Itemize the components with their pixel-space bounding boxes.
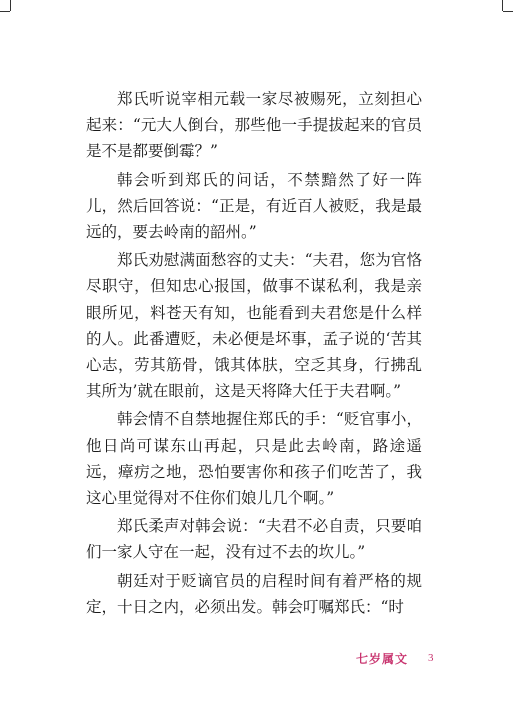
- running-footer-title: 七岁属文: [356, 652, 409, 666]
- crop-mark-top-right-h: [503, 11, 513, 12]
- paragraph: 郑氏劝慰满面愁容的丈夫：“夫君，您为官恪尽职守，但知忠心报国，做事不谋私利，我是亲眼所见，料苍天有知，也能看到夫君您是什么样的人。此番遭贬，未必便是坏事，孟子说的‘苦其心志，劳其筋骨，饿其体肤，空乏其身，行拂乱其所为’就在眼前，这是天将降大任于夫君啊。”: [86, 251, 422, 401]
- paragraph: 郑氏听说宰相元载一家尽被赐死，立刻担心起来：“元大人倒台，那些他一手提拔起来的官员是不是都要倒霉？”: [86, 90, 422, 161]
- paragraph: 朝廷对于贬谪官员的启程时间有着严格的规定，十日之内，必须出发。韩会叮嘱郑氏：“时: [86, 571, 422, 616]
- crop-mark-top-left-h: [0, 11, 10, 12]
- page-number: 3: [428, 652, 434, 664]
- body-text: [86, 86, 422, 622]
- crop-mark-top-right-v: [502, 0, 503, 11]
- crop-mark-top-left-v: [10, 0, 11, 11]
- paragraph: 韩会听到郑氏的问话，不禁黯然了好一阵儿，然后回答说：“正是，有近百人被贬，我是最远的，要去岭南的韶州。”: [86, 170, 422, 242]
- paragraph: 韩会情不自禁地握住郑氏的手：“贬官事小，他日尚可谋东山再起，只是此去岭南，路途遥远，瘴疠之地，恐怕要害你和孩子们吃苦了，我这心里觉得对不住你们娘儿几个啊。”: [86, 410, 422, 508]
- paragraph: 郑氏柔声对韩会说：“夫君不必自责，只要咱们一家人守在一起，没有过不去的坎儿。”: [86, 517, 422, 562]
